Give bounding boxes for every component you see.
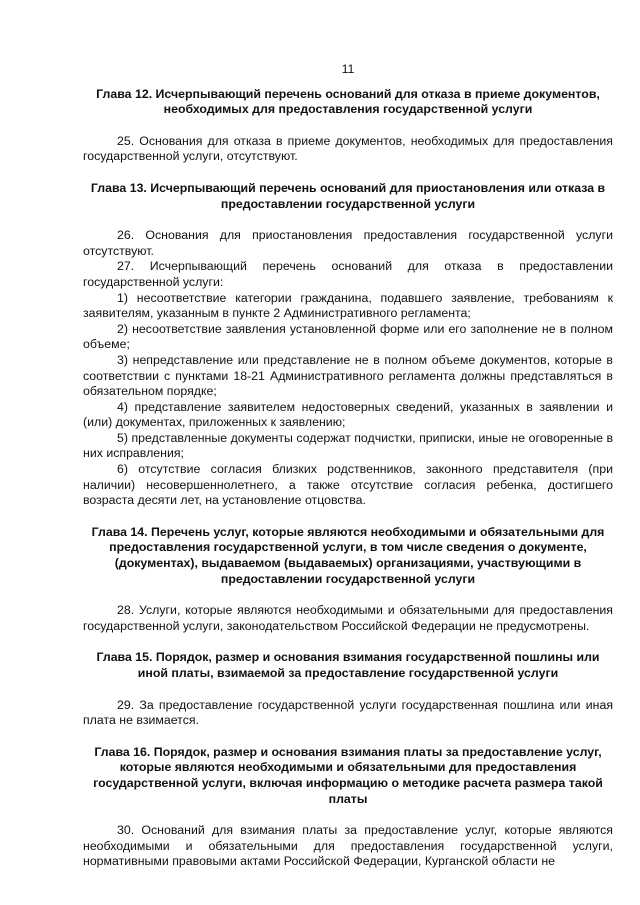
chapter-13-title: Глава 13. Исчерпывающий перечень оснований для приостановления или отказа в предоставлении государственной услуги [90,180,606,211]
paragraph-27-item-1: 1) несоответствие категории гражданина, подавшего заявление, требованиям к заявителям, указанным в пункте 2 Административного регламента; [83,290,613,321]
chapter-14-title: Глава 14. Перечень услуг, которые являются необходимыми и обязательными для предоставления государственной услуги, в том числе сведения о документе, (документах), выдаваемом (выдаваемых) организациями, участвующими в предоставлении государственной услуги [91,524,605,586]
chapter-14-body [83,603,613,634]
paragraph-27: 27. Исчерпывающий перечень оснований для отказа в предоставлении государственной услуги: [83,259,613,289]
paragraph-27-item-2: 2) несоответствие заявления установленной форме или его заполнение не в полном объеме; [83,321,613,352]
paragraph-27-item-6: 6) отсутствие согласия близких родственников, законного представителя (при наличии) несовершеннолетнего, а также отсутствие согласия ребенка, достигшего возраста десяти лет, на установление отцовства. [83,462,613,508]
chapter-12-title: Глава 12. Исчерпывающий перечень оснований для отказа в приеме документов, необходимых для предоставления государственной услуги [96,86,600,117]
paragraph-27-item-5: 5) представленные документы содержат подчистки, приписки, иные не оговоренные в них исправления; [83,430,613,461]
chapter-13-body [83,228,613,509]
chapter-16-body [83,823,613,870]
paragraph-25: 25. Основания для отказа в приеме документов, необходимых для предоставления государственной услуги, отсутствуют. [83,133,613,164]
chapter-16-title: Глава 16. Порядок, размер и основания взимания платы за предоставление услуг, которые являются необходимыми и обязательными для предоставления государственной услуги, включая информацию о методике расчета размера такой платы [93,744,603,806]
chapter-15-title: Глава 15. Порядок, размер и основания взимания государственной пошлины или иной платы, взимаемой за предоставление государственной услуги [96,650,600,680]
paragraph-30: 30. Оснований для взимания платы за предоставление услуг, которые являются необходимыми и обязательными для предоставления государственной услуги, нормативными правовыми актами Российской Федерации, Курганской области не [83,823,613,869]
page-number: 11 [341,62,355,76]
paragraph-27-item-4: 4) представление заявителем недостоверных сведений, указанных в заявлении и (или) документах, приложенных к заявлению; [83,399,613,430]
paragraph-26: 26. Основания для приостановления предоставления государственной услуги отсутствуют. [83,228,613,258]
paragraph-28: 28. Услуги, которые являются необходимыми и обязательными для предоставления государственной услуги, законодательством Российской Федерации не предусмотрены. [83,603,613,633]
paragraph-29: 29. За предоставление государственной услуги государственная пошлина или иная плата не взимается. [83,697,613,728]
paragraph-27-item-3: 3) непредставление или представление не в полном объеме документов, которые в соответствии с пунктами 18-21 Административного регламента должны представляться в обязательном порядке; [83,352,613,399]
chapter-15-body [83,698,613,729]
chapter-12-body [83,134,613,165]
